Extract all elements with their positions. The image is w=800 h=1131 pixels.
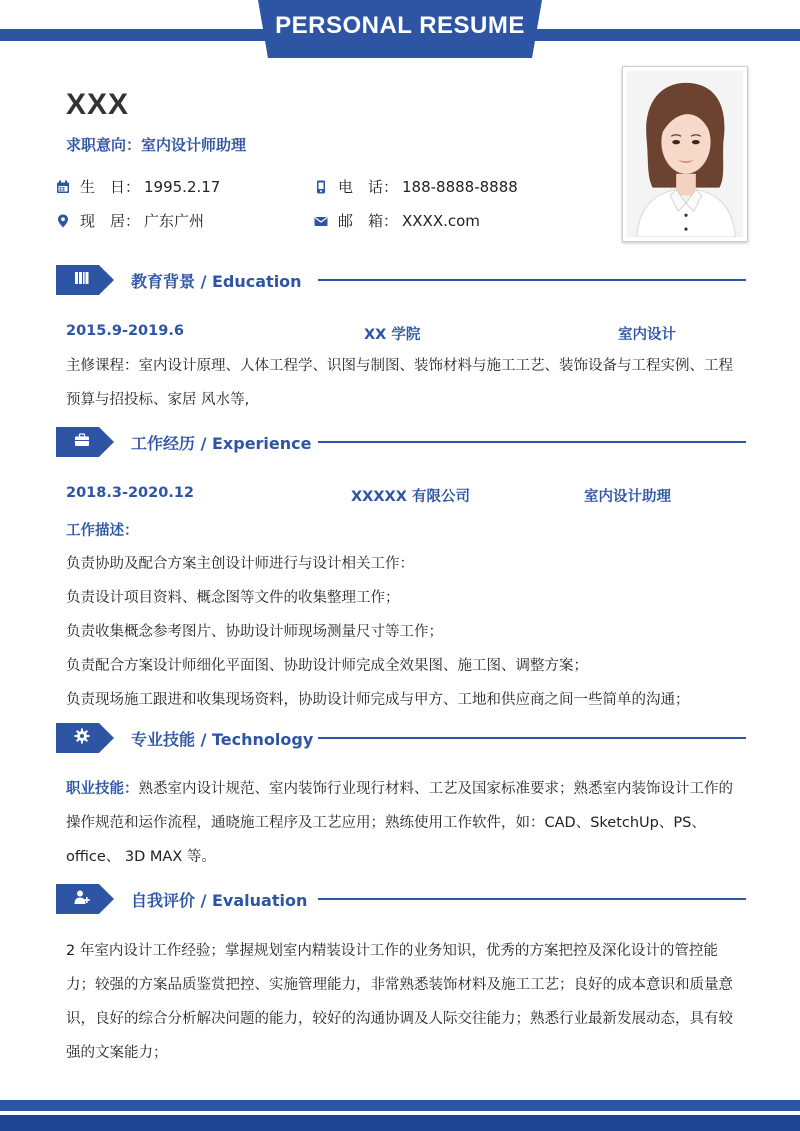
work-desc-title: 工作描述： <box>66 523 139 539</box>
evaluation-section-header <box>56 884 746 914</box>
experience-position: 室内设计助理 <box>584 489 671 505</box>
skills-label: 职业技能： <box>66 781 139 797</box>
section-divider <box>318 737 746 739</box>
experience-title: 工作经历 / Experience <box>131 434 312 453</box>
birthday-value: 1995.2.17 <box>144 177 221 196</box>
residence-value: 广东广州 <box>144 212 205 230</box>
candidate-name: XXX <box>66 88 130 121</box>
experience-company: XXXXX 有限公司 <box>351 489 470 505</box>
phone-value: 188-8888-8888 <box>402 177 518 196</box>
evaluation-title: 自我评价 / Evaluation <box>131 891 308 910</box>
job-intent: 求职意向：室内设计师助理 <box>66 136 247 154</box>
location-pin-icon <box>56 214 70 228</box>
education-tab <box>56 265 114 295</box>
bottom-decor-bar <box>0 1100 800 1111</box>
briefcase-icon <box>74 432 90 452</box>
skills-tab <box>56 723 114 753</box>
education-title: 教育背景 / Education <box>131 272 302 291</box>
envelope-icon <box>314 214 328 228</box>
skills-section-header <box>56 723 746 753</box>
work-desc-item: 负责配合方案设计师细化平面图、协助设计师完成全效果图、施工图、调整方案； <box>66 658 588 674</box>
skills-text: 熟悉室内设计规范、室内装饰行业现行材料、工艺及国家标准要求；熟悉室内装饰设计工作的操作规范和运作流程，通晓施工程序及工艺应用；熟练使用工作软件，如：CAD、SketchUp、PS、office、 3D MAX 等。 <box>66 781 733 865</box>
evaluation-tab <box>56 884 114 914</box>
education-period: 2015.9-2019.6 <box>66 323 184 339</box>
bottom-decor-bar-dark <box>0 1115 800 1131</box>
profile-photo <box>622 66 748 242</box>
user-add-icon <box>74 889 90 909</box>
work-desc-item: 负责协助及配合方案主创设计师进行与设计相关工作： <box>66 556 414 572</box>
experience-section-header <box>56 427 746 457</box>
birthday-label: 生 日： <box>80 178 141 196</box>
birthday-info <box>56 176 220 197</box>
residence-info <box>56 210 204 231</box>
section-divider <box>318 279 746 281</box>
evaluation-text: 2 年室内设计工作经验；掌握规划室内精装设计工作的业务知识，优秀的方案把控及深化设计的管控能力；较强的方案品质鉴赏把控、实施管理能力，非常熟悉装饰材料及施工工艺；良好的成本意识和质量意识，良好的综合分析解决问题的能力，较好的沟通协调及人际交往能力；熟悉行业最新发展动态，具有较强的文案能力； <box>66 943 733 1061</box>
work-desc-item: 负责现场施工跟进和收集现场资料，协助设计师完成与甲方、工地和供应商之间一些简单的沟通； <box>66 692 690 708</box>
residence-label: 现 居： <box>80 212 141 230</box>
education-school: XX 学院 <box>364 327 421 343</box>
skills-title: 专业技能 / Technology <box>131 730 314 749</box>
phone-info <box>314 176 518 197</box>
section-divider <box>318 441 746 443</box>
work-desc-item: 负责设计项目资料、概念图等文件的收集整理工作； <box>66 590 400 606</box>
books-icon <box>74 270 90 290</box>
experience-tab <box>56 427 114 457</box>
resume-title: PERSONAL RESUME <box>275 12 525 39</box>
email-value: XXXX.com <box>402 211 480 230</box>
gear-icon <box>74 728 90 748</box>
email-info <box>314 210 480 231</box>
education-courses: 主修课程：室内设计原理、人体工程学、识图与制图、装饰材料与施工工艺、装饰设备与工程实例、工程预算与招投标、家居 风水等, <box>66 358 733 408</box>
experience-period: 2018.3-2020.12 <box>66 485 195 501</box>
skills-paragraph <box>66 772 738 874</box>
education-section-header <box>56 265 746 295</box>
phone-icon <box>314 180 328 194</box>
education-major: 室内设计 <box>618 327 676 343</box>
phone-label: 电 话： <box>338 178 399 196</box>
work-desc-item: 负责收集概念参考图片、协助设计师现场测量尺寸等工作； <box>66 624 443 640</box>
calendar-icon <box>56 180 70 194</box>
email-label: 邮 箱： <box>338 212 399 230</box>
section-divider <box>318 898 746 900</box>
